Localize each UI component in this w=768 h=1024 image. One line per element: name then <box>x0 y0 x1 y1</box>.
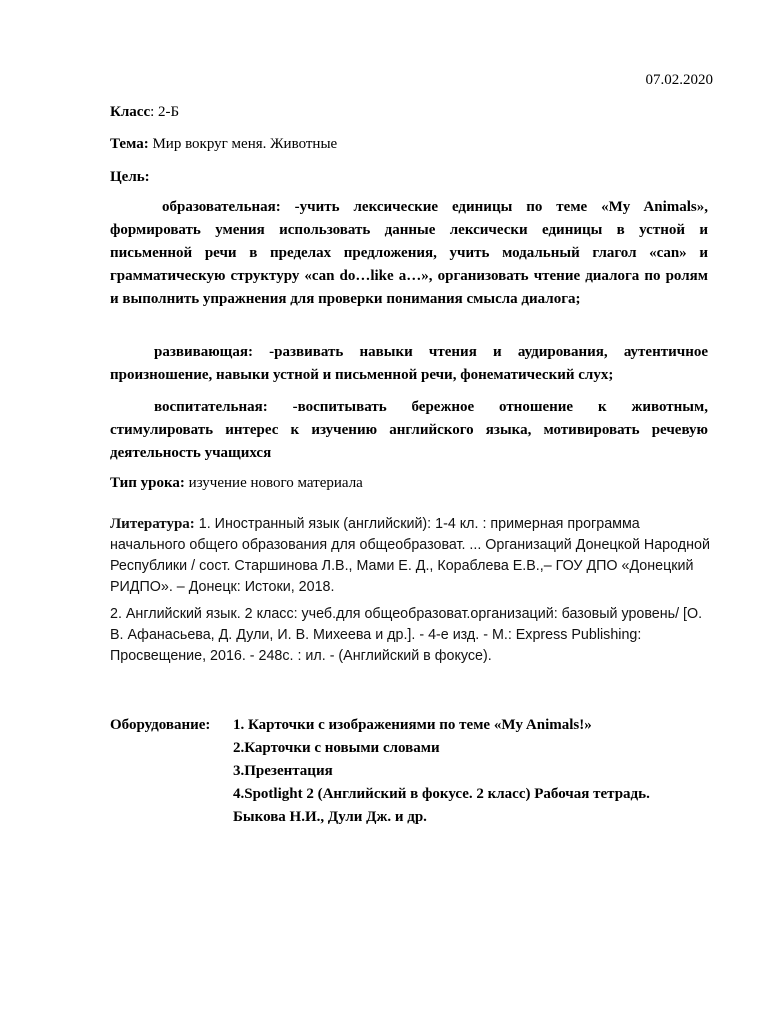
goal-educational-text: -учить лексические единицы по теме «My Animals», формировать умения использовать данные лексически единицы в устной и письменной речи в пределах предложения, учить модальный глагол «can» и грамматическую структуру «can do…like a…», организовать чтение диалога по ролям и выполнить упражнения для проверки понимания смысла диалога; <box>110 199 708 307</box>
lesson-type-value: изучение нового материала <box>184 475 363 491</box>
lesson-type-line <box>110 472 710 495</box>
goal-educational <box>110 196 708 311</box>
goal-heading <box>110 166 710 189</box>
topic-label: Тема: <box>110 136 149 152</box>
equipment-item-3: 3.Презентация <box>233 763 333 779</box>
equipment-item-2: 2.Карточки с новыми словами <box>233 740 440 756</box>
goal-developing <box>110 341 708 387</box>
equipment-item-1: 1. Карточки с изображениями по теме «My Animals!» <box>233 717 592 733</box>
literature-item-2-text: 2. Английский язык. 2 класс: учеб.для общеобразоват.организаций: базовый уровень/ [О. В. Афанасьева, Д. Дули, И. В. Михеева и др.]. - 4-е изд. - М.: Express Publishing: Просвещение, 2016. - 248с. : ил. - (Английский в фокусе). <box>110 606 703 664</box>
literature-item-1-text: 1. Иностранный язык (английский): 1-4 кл. : примерная программа начального общего образования для общеобразоват. ... Организаций Донецкой Народной Республики / сост. Старшинова Л.В., Мами Е. Д., Кораблева Е.В.,– ГОУ ДПО «Донецкий РИДПО». – Донецк: Истоки, 2018. <box>110 516 710 595</box>
lesson-type-label: Тип урока: <box>110 475 185 491</box>
equipment-item-4: 4.Spotlight 2 (Английский в фокусе. 2 класс) Рабочая тетрадь. Быкова Н.И., Дули Дж. и др. <box>233 786 650 825</box>
goal-label: Цель: <box>110 169 150 185</box>
class-value: : 2-Б <box>150 104 180 120</box>
literature-label: Литература: <box>110 516 195 532</box>
topic-line <box>110 133 710 156</box>
equipment-label: Оборудование: <box>110 717 211 733</box>
literature-item-2 <box>110 604 710 667</box>
topic-value: Мир вокруг меня. Животные <box>148 136 338 152</box>
class-label: Класс <box>110 104 151 120</box>
goal-upbringing-text: -воспитывать бережное отношение к животным, стимулировать интерес к изучению английского языка, мотивировать речевую деятельность учащихся <box>110 399 708 461</box>
goal-developing-label: развивающая: <box>154 344 253 360</box>
goal-upbringing-label: воспитательная: <box>154 399 268 415</box>
literature-item-1 <box>110 514 710 598</box>
goal-developing-text: -развивать навыки чтения и аудирования, аутентичное произношение, навыки устной и письменной речи, фонематический слух; <box>110 344 708 383</box>
class-line <box>110 101 710 124</box>
goal-educational-label: образовательная: <box>162 199 281 215</box>
lesson-date: 07.02.2020 <box>645 72 713 88</box>
goal-upbringing <box>110 396 708 465</box>
